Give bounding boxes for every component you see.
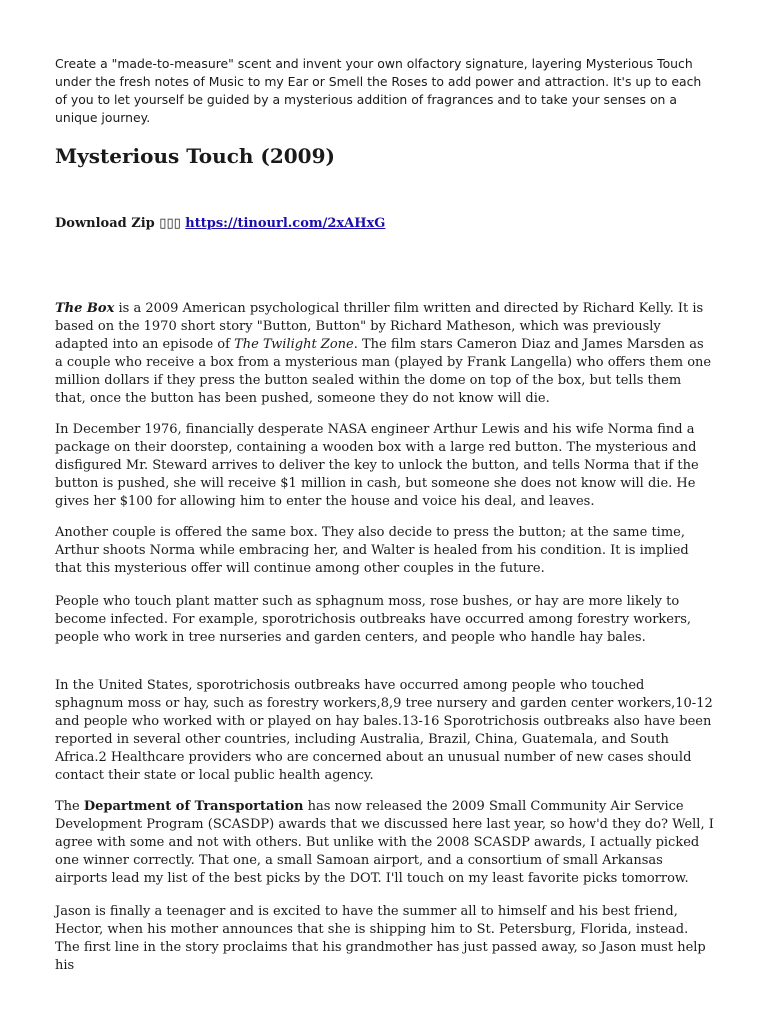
paragraph-6-lead: The xyxy=(55,799,84,814)
paragraph-1-text-b: . The film stars Cameron Diaz and James Marsden as a couple who receive a box from a mysterious man (played by Frank Langella) who offers them one million dollars if they press the button sealed within the dome on top of the box, but tells them that, once the button has been pushed, someone they do not know will die. xyxy=(55,337,712,406)
paragraph-jason xyxy=(55,903,715,975)
paragraph-3: Another couple is offered the same box. They also decide to press the button; at the same time, Arthur shoots Norma while embracing her, and Walter is healed from his condition. It is implied that this mysterious offer will continue among other couples in the future. xyxy=(55,525,689,576)
paragraph-december-1976 xyxy=(55,421,715,511)
paragraph-4: People who touch plant matter such as sphagnum moss, rose bushes, or hay are more likely to become infected. For example, sporotrichosis outbreaks have occurred among forestry workers, people who work in tree nurseries and garden centers, and people who handle hay bales. xyxy=(55,594,692,645)
paragraph-5: In the United States, sporotrichosis outbreaks have occurred among people who touched sphagnum moss or hay, such as forestry workers,8,9 tree nursery and garden center workers,10-12 and people who worked with or played on hay bales.13-16 Sporotrichosis outbreaks also have been reported in several other countries, including Australia, Brazil, China, Guatemala, and South Africa.2 Healthcare providers who are concerned about an unusual number of new cases should contact their state or local public health agency. xyxy=(55,678,713,783)
department-name: Department of Transportation xyxy=(83,799,304,814)
paragraph-6 xyxy=(55,798,715,888)
paragraph-the-box xyxy=(55,300,715,408)
paragraph-department-transportation xyxy=(55,798,715,888)
paragraph-united-states xyxy=(55,677,715,785)
film-title: The Box xyxy=(55,301,115,316)
paragraph-plant-matter xyxy=(55,593,715,647)
twilight-zone-title: The Twilight Zone xyxy=(234,337,354,352)
paragraph-1 xyxy=(55,300,715,408)
paragraph-2: In December 1976, financially desperate NASA engineer Arthur Lewis and his wife Norma find a package on their doorstep, containing a wooden box with a large red button. The mysterious and disfigured Mr. Steward arrives to deliver the key to unlock the button, and tells Norma that if the button is pushed, she will receive $1 million in cash, but someone she does not know will die. He gives her $100 for allowing him to enter the house and voice his deal, and leaves. xyxy=(55,422,699,509)
download-line xyxy=(55,215,385,233)
paragraph-1-text-a: is a 2009 American psychological thriller film written and directed by Richard Kelly. It is based on the 1970 short story "Button, Button" by Richard Matheson, which was previously adapted into an episode of xyxy=(55,301,704,352)
page-title: Mysterious Touch (2009) xyxy=(55,144,335,168)
paragraph-7: Jason is finally a teenager and is excited to have the summer all to himself and his best friend, Hector, when his mother announces that she is shipping him to St. Petersburg, Florida, instead. The first line in the story proclaims that his grandmother has just passed away, so Jason must help his xyxy=(55,904,706,973)
intro-block xyxy=(55,55,715,127)
download-link[interactable]: https://tinourl.com/2xAHxG xyxy=(185,216,386,231)
download-label: Download Zip xyxy=(55,216,155,231)
intro-paragraph: Create a "made-to-measure" scent and invent your own olfactory signature, layering Mysterious Touch under the fresh notes of Music to my Ear or Smell the Roses to add power and attraction. It's up to each of you to let yourself be guided by a mysterious addition of fragrances and to take your senses on a unique journey. xyxy=(55,56,702,125)
paragraph-6-text: has now released the 2009 Small Community Air Service Development Program (SCASDP) awards that we discussed here last year, so how'd they do? Well, I agree with some and not with others. But unlike with the 2008 SCASDP awards, I actually picked one winner correctly. That one, a small Samoan airport, and a consortium of small Arkansas airports lead my list of the best picks by the DOT. I'll touch on my least favorite picks tomorrow. xyxy=(55,799,714,886)
download-glyphs: ▯▯▯ xyxy=(159,216,181,231)
paragraph-another-couple xyxy=(55,524,715,578)
